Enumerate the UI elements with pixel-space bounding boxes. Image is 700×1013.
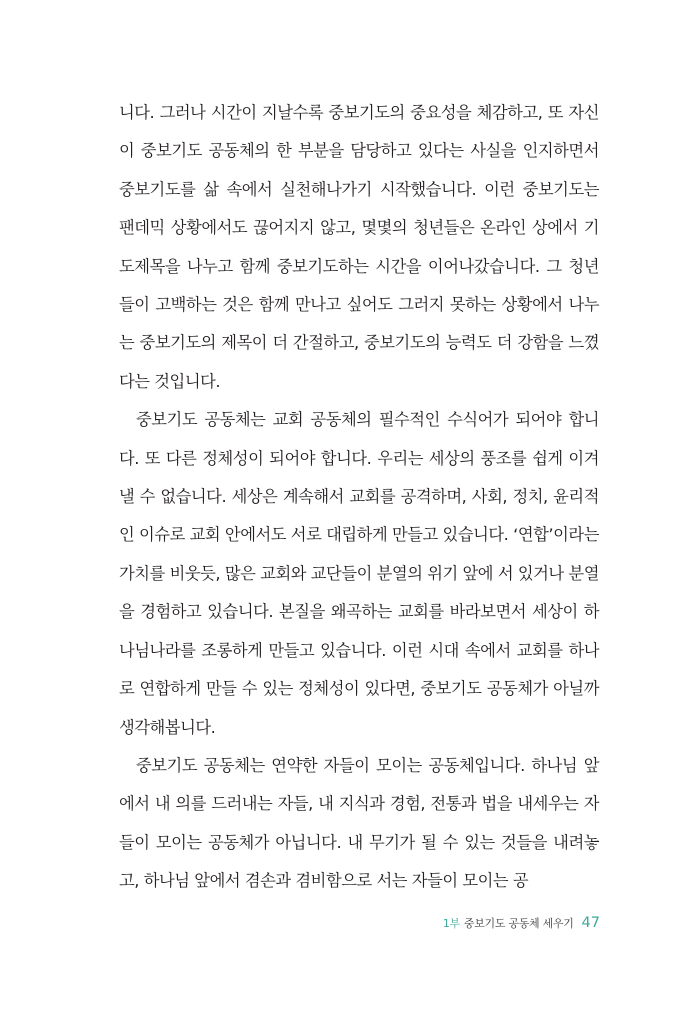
paragraph-3: 중보기도 공동체는 연약한 자들이 모이는 공동체입니다. 하나님 앞에서 내 의를 드러내는 자들, 내 지식과 경험, 전통과 법을 내세우는 자들이 모이는 공동체가 아닙니다. 내 무기가 될 수 있는 것들을 내려놓고, 하나님 앞에서 겸손과 겸비함으로 서는 자들이 모이는 공 [119, 755, 599, 891]
page-number: 47 [581, 915, 600, 931]
running-footer [443, 915, 600, 931]
footer-chapter-title: 중보기도 공동체 세우기 [463, 917, 574, 930]
body-text [119, 94, 599, 901]
paragraph-1: 니다. 그러나 시간이 지날수록 중보기도의 중요성을 체감하고, 또 자신이 중보기도 공동체의 한 부분을 담당하고 있다는 사실을 인지하면서 중보기도를 삶 속에서 실천해나가기 시작했습니다. 이런 중보기도는 팬데믹 상황에서도 끊어지지 않고, 몇몇의 청년들은 온라인 상에서 기도제목을 나누고 함께 중보기도하는 시간을 이어나갔습니다. 그 청년들이 고백하는 것은 함께 만나고 싶어도 그러지 못하는 상황에서 나누는 중보기도의 제목이 더 간절하고, 중보기도의 능력도 더 강함을 느꼈다는 것입니다. [119, 103, 599, 391]
footer-part-label: 1부 [442, 917, 460, 930]
paragraph-2: 중보기도 공동체는 교회 공동체의 필수적인 수식어가 되어야 합니다. 또 다른 정체성이 되어야 합니다. 우리는 세상의 풍조를 쉽게 이겨낼 수 없습니다. 세상은 계속해서 교회를 공격하며, 사회, 정치, 윤리적인 이슈로 교회 안에서도 서로 대립하게 만들고 있습니다. ‘연합’이라는 가치를 비웃듯, 많은 교회와 교단들이 분열의 위기 앞에 서 있거나 분열을 경험하고 있습니다. 본질을 왜곡하는 교회를 바라보면서 세상이 하나님나라를 조롱하게 만들고 있습니다. 이런 시대 속에서 교회를 하나로 연합하게 만들 수 있는 정체성이 있다면, 중보기도 공동체가 아닐까 생각해봅니다. [119, 410, 599, 737]
